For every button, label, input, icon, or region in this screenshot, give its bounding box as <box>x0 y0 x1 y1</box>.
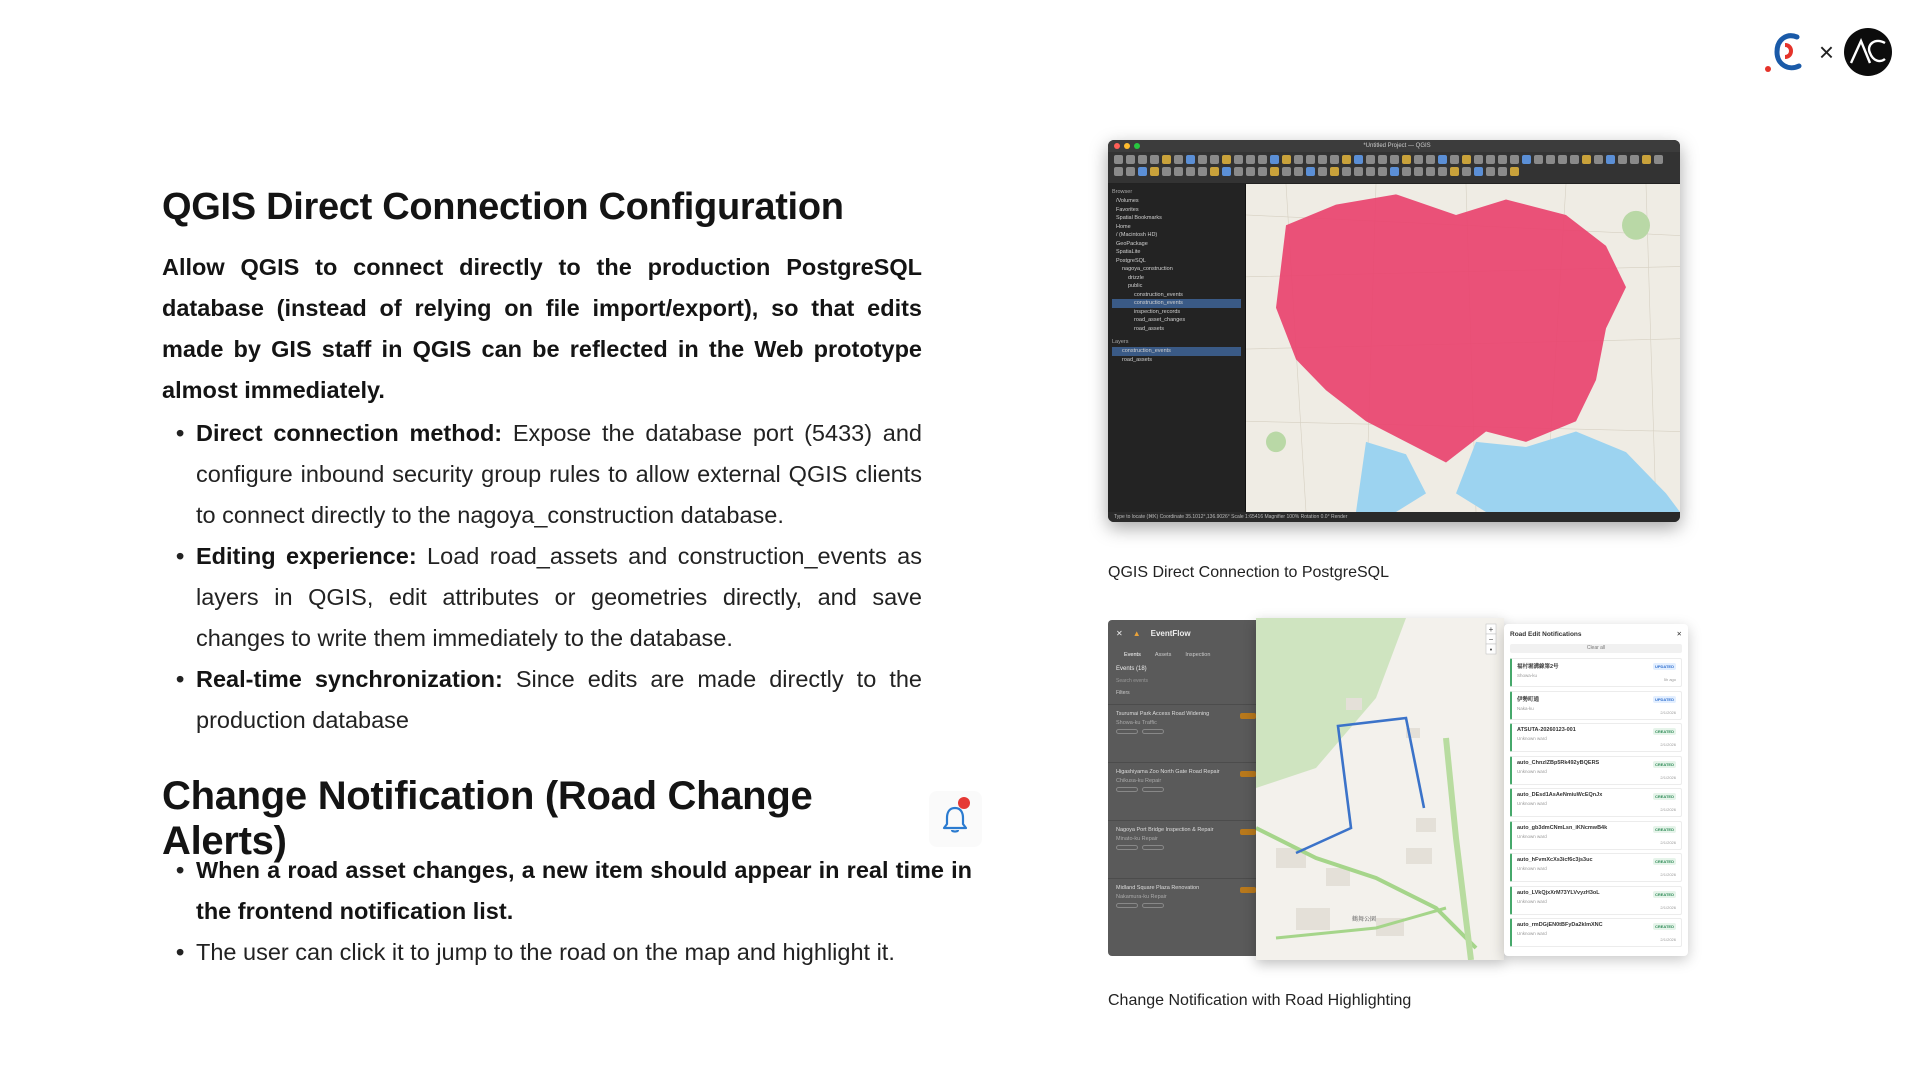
layers-header: Layers <box>1112 339 1129 345</box>
toolbar-tool-icon[interactable] <box>1366 167 1375 176</box>
toolbar-tool-icon[interactable] <box>1366 155 1375 164</box>
status-badge <box>1240 713 1256 719</box>
status-badge: CREATED <box>1654 826 1674 832</box>
list-item: • When a road asset changes, a new item should appear in real time in the frontend notification list. <box>162 850 972 932</box>
notification-ward: Unknown ward <box>1517 898 1547 904</box>
status-badge: CREATED <box>1654 891 1674 897</box>
status-badge <box>1240 829 1256 835</box>
eventflow-header <box>1108 620 1256 646</box>
browser-header: Browser <box>1112 189 1133 195</box>
toolbar-tool-icon[interactable] <box>1294 155 1303 164</box>
status-badge: CREATED <box>1654 761 1674 767</box>
notification-ward: Showa-ku <box>1517 673 1538 678</box>
toolbar-tool-icon[interactable] <box>1306 155 1315 164</box>
toolbar-tool-icon[interactable] <box>1306 167 1315 176</box>
browser-item[interactable]: construction_events <box>1134 291 1183 298</box>
event-sub: Nakamura-ku Repair <box>1116 894 1167 900</box>
list-item: • The user can click it to jump to the road on the map and highlight it. <box>162 932 972 973</box>
list-item <box>162 536 922 659</box>
toolbar-tool-icon[interactable] <box>1390 167 1399 176</box>
list-item <box>162 659 922 741</box>
company-logo <box>1844 28 1892 76</box>
toolbar-tool-icon[interactable] <box>1450 155 1459 164</box>
notification-date: 2/1/2026 <box>1660 904 1676 910</box>
toolbar-tool-icon[interactable] <box>1414 167 1423 176</box>
toolbar-tool-icon[interactable] <box>1282 167 1291 176</box>
notification-ward: Unknown ward <box>1517 801 1547 806</box>
status-badge <box>1240 771 1256 777</box>
svg-text:+: + <box>1488 625 1494 634</box>
notification-road-name: ATSUTA-20260123-001 <box>1517 727 1576 733</box>
toolbar-tool-icon[interactable] <box>1150 155 1159 164</box>
road-map[interactable] <box>1256 618 1504 960</box>
minimize-dot <box>1124 143 1130 149</box>
status-badge: CREATED <box>1654 924 1674 929</box>
toolbar-tool-icon[interactable] <box>1486 167 1495 176</box>
toolbar-tool-icon[interactable] <box>1150 167 1159 176</box>
layer-item[interactable]: road_assets <box>1122 356 1152 363</box>
toolbar-tool-icon[interactable] <box>1354 167 1363 176</box>
qgis-browser-panel <box>1108 184 1246 512</box>
browser-item[interactable]: /Volumes <box>1116 198 1139 204</box>
status-badge: CREATED <box>1654 729 1674 734</box>
toolbar-tool-icon[interactable] <box>1294 167 1303 176</box>
event-title: Tsurumai Park Access Road Widening <box>1116 711 1210 717</box>
toolbar-tool-icon[interactable] <box>1234 155 1243 164</box>
toolbar-tool-icon[interactable] <box>1258 155 1267 164</box>
toolbar-tool-icon[interactable] <box>1402 155 1411 164</box>
close-icon[interactable]: ✕ <box>1676 631 1682 638</box>
eventflow-sidebar <box>1108 620 1256 956</box>
toolbar-tool-icon[interactable] <box>1318 155 1327 164</box>
cross-icon: × <box>1818 37 1834 67</box>
notification-date: 5h ago <box>1663 677 1676 682</box>
bullet-label: Editing experience: <box>196 543 417 569</box>
list-item[interactable] <box>1108 878 1256 936</box>
toolbar-tool-icon[interactable] <box>1462 167 1471 176</box>
browser-item[interactable]: / (Macintosh HD) <box>1116 232 1158 238</box>
notification-item[interactable] <box>1510 788 1682 817</box>
notification-date: 2/1/2026 <box>1660 807 1676 812</box>
maximize-dot <box>1134 143 1140 149</box>
event-chips <box>1116 845 1248 850</box>
notification-item[interactable] <box>1510 821 1682 850</box>
notification-bullet-list <box>162 850 972 973</box>
figure-caption: QGIS Direct Connection to PostgreSQL <box>1108 564 1390 581</box>
toolbar-tool-icon[interactable] <box>1378 155 1387 164</box>
browser-item[interactable]: public <box>1128 283 1143 289</box>
clear-all-button[interactable]: Clear all <box>1510 644 1682 653</box>
notification-road-name: auto_ChnzlZBp5Rk492yBQERS <box>1517 759 1600 766</box>
toolbar-tool-icon[interactable] <box>1450 167 1459 176</box>
toolbar-tool-icon[interactable] <box>1186 155 1195 164</box>
qgis-window-title: *Untitled Project — QGIS <box>1363 143 1431 149</box>
toolbar-tool-icon[interactable] <box>1162 155 1171 164</box>
toolbar-tool-icon[interactable] <box>1342 167 1351 176</box>
eventflow-screenshot <box>1108 618 1688 962</box>
bullet-text: Expose the database port (5433) and configure inbound security group rules to allow external QGIS clients to connect directly to the nagoya_construction database. <box>196 420 922 528</box>
browser-item[interactable]: Favorites <box>1116 206 1139 213</box>
toolbar-tool-icon[interactable] <box>1138 155 1147 164</box>
notification-road-name: auto_gb3dmCNmLsn_iKNcmwB4k <box>1517 824 1608 831</box>
section-intro: Allow QGIS to connect directly to the production PostgreSQL database (instead of relying on file import/export), so that edits made by GIS staff in QGIS can be reflected in the Web prototype almost immediately. <box>162 254 922 403</box>
toolbar-tool-icon[interactable] <box>1222 167 1231 176</box>
logo-group <box>1763 28 1892 76</box>
toolbar-tool-icon[interactable] <box>1474 167 1483 176</box>
toolbar-tool-icon[interactable] <box>1474 155 1483 164</box>
tab-assets[interactable]: Assets <box>1154 652 1172 658</box>
bell-icon <box>929 791 982 847</box>
notification-title: Change Notification (Road Change Alerts) <box>162 774 813 863</box>
events-count: Events (18) <box>1116 666 1147 672</box>
map-label: 鶴舞公園 <box>1352 917 1377 923</box>
toolbar-tool-icon[interactable] <box>1606 155 1615 164</box>
layer-item[interactable]: construction_events <box>1112 347 1241 356</box>
tab-inspection[interactable]: Inspection <box>1185 652 1211 658</box>
toolbar-tool-icon[interactable] <box>1498 155 1507 164</box>
toolbar-tool-icon[interactable] <box>1186 167 1195 176</box>
toolbar-tool-icon[interactable] <box>1174 167 1183 176</box>
status-badge: CREATED <box>1654 859 1674 864</box>
toolbar-tool-icon[interactable] <box>1162 167 1171 176</box>
tab-events[interactable]: Events <box>1124 652 1141 658</box>
toolbar-tool-icon[interactable] <box>1114 155 1123 164</box>
status-badge: CREATED <box>1654 794 1674 799</box>
notification-road-name: 福村堀溝線第2号 <box>1517 664 1559 670</box>
toolbar-tool-icon[interactable] <box>1114 167 1123 176</box>
toolbar-tool-icon[interactable] <box>1558 155 1567 164</box>
toolbar-tool-icon[interactable] <box>1462 155 1471 164</box>
toolbar-tool-icon[interactable] <box>1582 155 1591 164</box>
toolbar-tool-icon[interactable] <box>1282 155 1291 164</box>
toolbar-tool-icon[interactable] <box>1438 155 1447 164</box>
browser-item[interactable]: PostgreSQL <box>1116 257 1146 264</box>
toolbar-tool-icon[interactable] <box>1426 155 1435 164</box>
bullet-text: Load road_assets and construction_events as layers in QGIS, edit attributes or geometries directly, and save changes to write them immediately to the database. <box>196 543 923 651</box>
toolbar-tool-icon[interactable] <box>1210 155 1219 164</box>
browser-item[interactable]: inspection_records <box>1134 308 1181 315</box>
toolbar-tool-icon[interactable] <box>1534 155 1543 164</box>
list-item[interactable] <box>1108 704 1256 762</box>
partner-logo <box>1763 29 1809 75</box>
filters-button[interactable]: Filters <box>1116 690 1130 696</box>
notification-item[interactable] <box>1510 918 1682 947</box>
browser-item[interactable]: construction_events <box>1112 299 1241 308</box>
close-icon[interactable]: ✕ <box>1116 628 1123 638</box>
toolbar-tool-icon[interactable] <box>1402 167 1411 176</box>
browser-item[interactable]: road_assets <box>1134 325 1164 332</box>
qgis-body <box>1108 184 1680 512</box>
toolbar-tool-icon[interactable] <box>1258 167 1267 176</box>
toolbar-tool-icon[interactable] <box>1630 155 1639 164</box>
list-item <box>162 413 922 536</box>
browser-item[interactable]: Spatial Bookmarks <box>1116 215 1162 221</box>
toolbar-tool-icon[interactable] <box>1390 155 1399 164</box>
toolbar-tool-icon[interactable] <box>1318 167 1327 176</box>
toolbar-tool-icon[interactable] <box>1234 167 1243 176</box>
qgis-screenshot <box>1108 140 1680 522</box>
event-title: Midland Square Plaza Renovation <box>1116 885 1200 891</box>
toolbar-tool-icon[interactable] <box>1426 167 1435 176</box>
notification-road-name: auto_hFvmXcXs3icf6c3js3uc <box>1517 857 1593 863</box>
search-input[interactable]: Search events <box>1116 678 1148 684</box>
toolbar-tool-icon[interactable] <box>1270 155 1279 164</box>
notification-item[interactable] <box>1510 886 1682 915</box>
bullet-text: Since edits are made directly to the production database <box>196 666 922 733</box>
event-title: Nagoya Port Bridge Inspection & Repair <box>1116 827 1214 833</box>
notification-panel <box>1504 624 1688 956</box>
toolbar-tool-icon[interactable] <box>1342 155 1351 164</box>
browser-item[interactable]: GeoPackage <box>1116 240 1148 247</box>
toolbar-tool-icon[interactable] <box>1618 155 1627 164</box>
notification-list <box>1510 658 1682 947</box>
toolbar-tool-icon[interactable] <box>1570 155 1579 164</box>
toolbar-tool-icon[interactable] <box>1654 155 1663 164</box>
unread-dot <box>958 797 970 809</box>
toolbar-tool-icon[interactable] <box>1510 155 1519 164</box>
notification-item[interactable] <box>1510 723 1682 752</box>
qgis-title-bar <box>1108 140 1680 152</box>
notification-road-name: auto_rmDGjEN0tBFyDa2klmXNC <box>1517 922 1603 928</box>
toolbar-tool-icon[interactable] <box>1210 167 1219 176</box>
browser-item[interactable]: Home <box>1116 223 1131 230</box>
notification-date: 2/1/2026 <box>1660 872 1676 877</box>
toolbar-tool-icon[interactable] <box>1546 155 1555 164</box>
eventflow-tabs <box>1108 646 1256 664</box>
notification-panel-title: Road Edit Notifications <box>1510 630 1582 638</box>
bullet-label: Real-time synchronization: <box>196 666 503 692</box>
status-badge: UPDATED <box>1654 664 1674 669</box>
list-item[interactable] <box>1108 762 1256 820</box>
toolbar-tool-icon[interactable] <box>1510 167 1519 176</box>
notification-date: 2/1/2026 <box>1660 839 1676 845</box>
toolbar-tool-icon[interactable] <box>1138 167 1147 176</box>
toolbar-tool-icon[interactable] <box>1522 155 1531 164</box>
browser-item[interactable]: SpatiaLite <box>1116 249 1141 255</box>
notification-date: 2/1/2026 <box>1660 937 1676 942</box>
toolbar-tool-icon[interactable] <box>1438 167 1447 176</box>
notification-panel-header <box>1510 630 1682 638</box>
list-item[interactable] <box>1108 820 1256 878</box>
toolbar-tool-icon[interactable] <box>1246 167 1255 176</box>
notification-road-name: 伊勢町通 <box>1517 696 1540 703</box>
qgis-bullet-list <box>162 413 922 741</box>
notification-date: 2/1/2026 <box>1660 742 1676 747</box>
browser-tree <box>1112 197 1241 333</box>
figure-caption: Change Notification with Road Highlighting <box>1108 992 1412 1009</box>
event-sub: Minato-ku Repair <box>1116 836 1158 842</box>
notification-ward: Unknown ward <box>1517 931 1547 936</box>
bullet-label: Direct connection method: <box>196 420 503 446</box>
notification-date: 2/1/2026 <box>1660 709 1676 715</box>
event-sub: Chikusa-ku Repair <box>1116 778 1162 784</box>
toolbar-tool-icon[interactable] <box>1270 167 1279 176</box>
notification-road-name: auto_DEsd1AsAeNmiuWcEQnJx <box>1517 792 1603 798</box>
event-sub: Showa-ku Traffic <box>1116 720 1157 726</box>
status-badge: UPDATED <box>1654 696 1674 702</box>
app-name: EventFlow <box>1150 628 1191 638</box>
event-chips <box>1116 729 1248 734</box>
qgis-toolbar <box>1108 152 1680 184</box>
qgis-map-canvas <box>1246 184 1680 512</box>
toolbar-tool-icon[interactable] <box>1594 155 1603 164</box>
browser-item[interactable]: road_asset_changes <box>1134 317 1186 323</box>
event-chips <box>1116 787 1248 792</box>
browser-item[interactable]: drizzle <box>1128 274 1144 281</box>
status-badge <box>1240 887 1256 893</box>
svg-text:•: • <box>1489 647 1493 654</box>
notification-date: 2/1/2026 <box>1660 774 1676 780</box>
event-title: Higashiyama Zoo North Gate Road Repair <box>1116 769 1220 775</box>
toolbar-tool-icon[interactable] <box>1414 155 1423 164</box>
toolbar-tool-icon[interactable] <box>1330 155 1339 164</box>
toolbar-tool-icon[interactable] <box>1354 155 1363 164</box>
browser-item[interactable]: nagoya_construction <box>1122 266 1173 272</box>
notification-ward: Unknown ward <box>1517 866 1547 871</box>
toolbar-tool-icon[interactable] <box>1642 155 1651 164</box>
notification-road-name: auto_LVkQjxXrM73YLVvyzH3oL <box>1517 889 1600 896</box>
layers-tree <box>1112 347 1241 364</box>
toolbar-tool-icon[interactable] <box>1198 155 1207 164</box>
notification-ward: Unknown ward <box>1517 768 1547 774</box>
toolbar-tool-icon[interactable] <box>1174 155 1183 164</box>
toolbar-tool-icon[interactable] <box>1378 167 1387 176</box>
qgis-section <box>162 186 922 741</box>
close-dot <box>1114 143 1120 149</box>
eventflow-logo-icon: ▲ <box>1132 628 1141 638</box>
notification-ward: Naka-ku <box>1517 705 1534 711</box>
toolbar-tool-icon[interactable] <box>1498 167 1507 176</box>
toolbar-tool-icon[interactable] <box>1246 155 1255 164</box>
toolbar-tool-icon[interactable] <box>1126 167 1135 176</box>
toolbar-tool-icon[interactable] <box>1486 155 1495 164</box>
section-title: QGIS Direct Connection Configuration <box>162 186 844 228</box>
toolbar-tool-icon[interactable] <box>1222 155 1231 164</box>
toolbar-tool-icon[interactable] <box>1198 167 1207 176</box>
notification-item[interactable] <box>1510 658 1682 687</box>
notification-ward: Unknown ward <box>1517 736 1547 741</box>
svg-text:−: − <box>1488 635 1494 644</box>
toolbar-tool-icon[interactable] <box>1330 167 1339 176</box>
notification-ward: Unknown ward <box>1517 833 1547 839</box>
notification-item[interactable] <box>1510 691 1682 720</box>
toolbar-tool-icon[interactable] <box>1126 155 1135 164</box>
qgis-status-bar: Type to locate (⌘K) Coordinate 35.1012°,136.9026° Scale 1:65416 Magnifier 100% Rotation 0.0° Render <box>1108 512 1680 522</box>
notification-item[interactable] <box>1510 756 1682 785</box>
event-chips <box>1116 903 1248 908</box>
notification-item[interactable] <box>1510 853 1682 882</box>
